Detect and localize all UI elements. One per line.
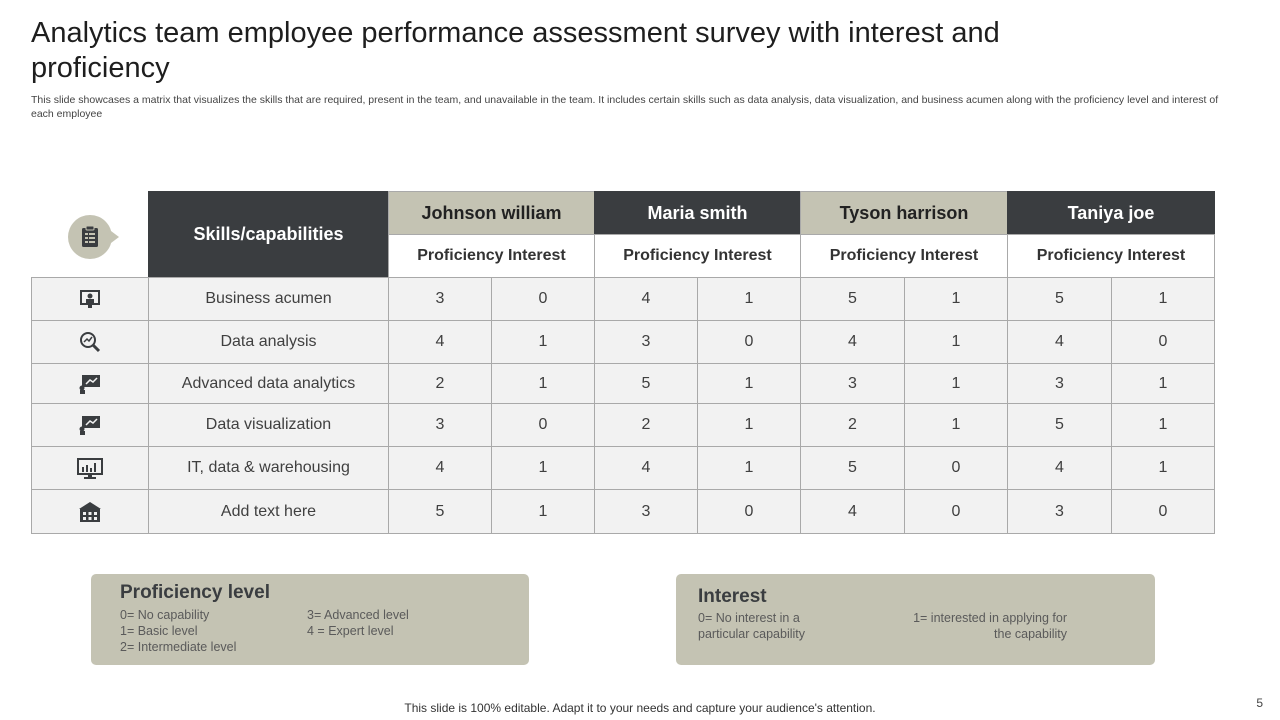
value-cell: 5 xyxy=(800,446,905,490)
interest-legend-left xyxy=(698,610,805,642)
value-cell: 3 xyxy=(388,277,492,321)
subheader-tyson: Proficiency Interest xyxy=(800,234,1008,278)
proficiency-legend-col1 xyxy=(120,607,236,655)
value-cell: 0 xyxy=(1111,489,1215,534)
legend-item: 1= interested in applying for xyxy=(913,611,1067,625)
value-cell: 0 xyxy=(491,403,595,447)
skill-label: IT, data & warehousing xyxy=(148,446,389,490)
value-cell: 1 xyxy=(1111,446,1215,490)
legend-item: 4 = Expert level xyxy=(307,624,394,638)
value-cell: 3 xyxy=(388,403,492,447)
value-cell: 0 xyxy=(697,489,801,534)
value-cell: 4 xyxy=(800,489,905,534)
subheader-taniya: Proficiency Interest xyxy=(1007,234,1215,278)
value-cell: 1 xyxy=(697,403,801,447)
value-cell: 1 xyxy=(904,403,1008,447)
board-presenter-icon xyxy=(31,363,149,404)
value-cell: 5 xyxy=(1007,403,1112,447)
value-cell: 1 xyxy=(491,446,595,490)
employee-header-taniya: Taniya joe xyxy=(1007,191,1215,235)
interest-legend-right xyxy=(913,610,1067,642)
legend-item: 0= No capability xyxy=(120,608,210,622)
value-cell: 1 xyxy=(697,277,801,321)
value-cell: 2 xyxy=(594,403,698,447)
value-cell: 4 xyxy=(800,320,905,364)
value-cell: 5 xyxy=(800,277,905,321)
value-cell: 0 xyxy=(904,446,1008,490)
value-cell: 1 xyxy=(491,489,595,534)
proficiency-legend-col2 xyxy=(307,607,409,639)
skill-label: Advanced data analytics xyxy=(148,363,389,404)
value-cell: 1 xyxy=(491,363,595,404)
subheader-maria: Proficiency Interest xyxy=(594,234,801,278)
slide-subtitle: This slide showcases a matrix that visualizes the skills that are required, present in the team, and unavailable in the team. It includes certain skills such as data analysis, data visualization, and business acumen along with the proficiency level and interest of each employee xyxy=(31,94,1219,120)
page-number: 5 xyxy=(1256,696,1263,710)
subheader-johnson: Proficiency Interest xyxy=(388,234,595,278)
interest-legend-title: Interest xyxy=(698,586,767,607)
skill-label: Add text here xyxy=(148,489,389,534)
legend-item: 2= Intermediate level xyxy=(120,640,237,654)
slide-title: Analytics team employee performance assessment survey with interest and proficiency xyxy=(31,17,1000,84)
value-cell: 4 xyxy=(1007,320,1112,364)
value-cell: 5 xyxy=(388,489,492,534)
footer-note: This slide is 100% editable. Adapt it to your needs and capture your audience's attention. xyxy=(404,701,876,715)
value-cell: 3 xyxy=(1007,363,1112,404)
skill-label: Data visualization xyxy=(148,403,389,447)
value-cell: 0 xyxy=(491,277,595,321)
value-cell: 1 xyxy=(904,320,1008,364)
value-cell: 0 xyxy=(697,320,801,364)
value-cell: 1 xyxy=(1111,363,1215,404)
warehouse-icon xyxy=(31,489,149,534)
value-cell: 3 xyxy=(1007,489,1112,534)
legend-item: particular capability xyxy=(698,627,805,641)
employee-header-tyson: Tyson harrison xyxy=(800,191,1008,235)
value-cell: 0 xyxy=(1111,320,1215,364)
value-cell: 3 xyxy=(594,320,698,364)
skills-matrix xyxy=(31,191,1215,534)
monitor-chart-icon xyxy=(31,446,149,490)
magnifier-chart-icon xyxy=(31,320,149,364)
value-cell: 1 xyxy=(1111,277,1215,321)
employee-header-maria: Maria smith xyxy=(594,191,801,235)
value-cell: 1 xyxy=(491,320,595,364)
clipboard-icon xyxy=(68,215,112,259)
skill-label: Business acumen xyxy=(148,277,389,321)
value-cell: 4 xyxy=(388,446,492,490)
value-cell: 4 xyxy=(594,446,698,490)
value-cell: 2 xyxy=(800,403,905,447)
value-cell: 5 xyxy=(1007,277,1112,321)
board-presenter-icon xyxy=(31,403,149,447)
proficiency-legend xyxy=(91,574,529,665)
value-cell: 1 xyxy=(697,446,801,490)
employee-header-johnson: Johnson william xyxy=(388,191,595,235)
value-cell: 2 xyxy=(388,363,492,404)
value-cell: 3 xyxy=(594,489,698,534)
value-cell: 1 xyxy=(904,363,1008,404)
skill-label: Data analysis xyxy=(148,320,389,364)
value-cell: 3 xyxy=(800,363,905,404)
value-cell: 1 xyxy=(904,277,1008,321)
legend-item: 1= Basic level xyxy=(120,624,198,638)
proficiency-legend-title: Proficiency level xyxy=(120,582,270,603)
legend-item: 0= No interest in a xyxy=(698,611,800,625)
presentation-icon xyxy=(31,277,149,321)
value-cell: 0 xyxy=(904,489,1008,534)
value-cell: 1 xyxy=(1111,403,1215,447)
skills-header: Skills/capabilities xyxy=(148,191,389,278)
value-cell: 4 xyxy=(1007,446,1112,490)
value-cell: 5 xyxy=(594,363,698,404)
value-cell: 4 xyxy=(388,320,492,364)
value-cell: 1 xyxy=(697,363,801,404)
value-cell: 4 xyxy=(594,277,698,321)
interest-legend xyxy=(676,574,1155,665)
legend-item: the capability xyxy=(994,627,1067,641)
legend-item: 3= Advanced level xyxy=(307,608,409,622)
